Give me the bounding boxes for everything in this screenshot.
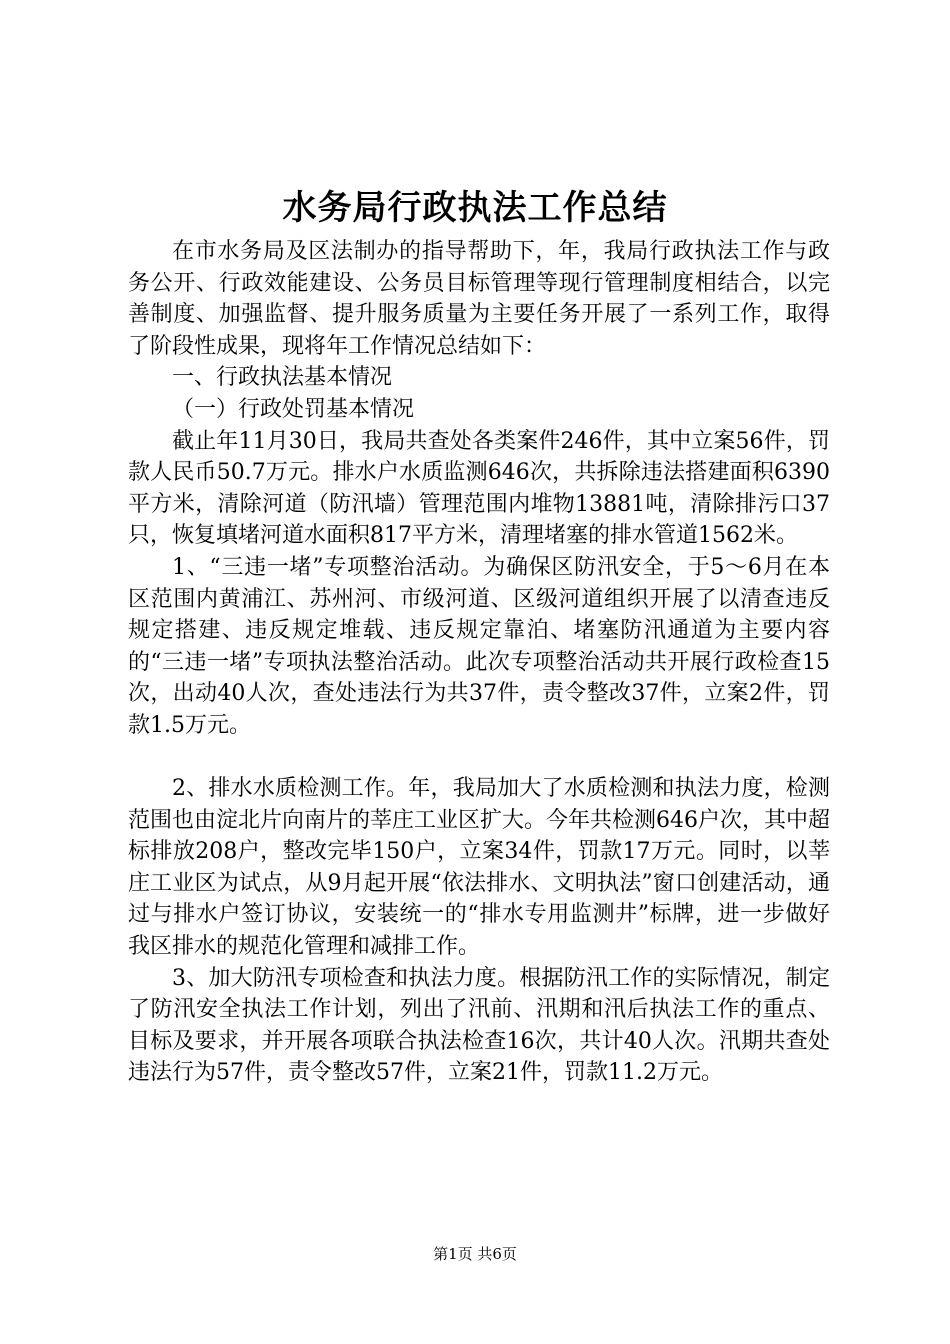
document-title: 水务局行政执法工作总结 xyxy=(282,188,668,228)
paragraph-item-1: 1、“三违一堵”专项整治活动。为确保区防汛安全，于5～6月在本区范围内黄浦江、苏州河、市级河道、区级河道组织开展了以清查违反规定搭建、违反规定堆载、违反规定靠泊、堵塞防汛通道为主要内容的“三违一堵”专项执法整治活动。此次专项整治活动共开展行政检查15次，出动40人次，查处违法行为共37件，责令整改37件，立案2件，罚款1.5万元。 xyxy=(128,554,830,738)
subsection-heading: （一）行政处罚基本情况 xyxy=(172,396,415,422)
page-number-footer: 第1页 共6页 xyxy=(433,1245,517,1263)
section-heading: 一、行政执法基本情况 xyxy=(172,365,393,391)
paragraph-intro: 在市水务局及区法制办的指导帮助下，年，我局行政执法工作与政务公开、行政效能建设、公务员目标管理等现行管理制度相结合，以完善制度、加强监督、提升服务质量为主要任务开展了一系列工作，取得了阶段性成果，现将年工作情况总结如下： xyxy=(128,239,830,359)
paragraph-summary: 截止年11月30日，我局共查处各类案件246件，其中立案56件，罚款人民币50.7万元。排水户水质监测646次，共拆除违法搭建面积6390平方米，清除河道（防汛墙）管理范围内堆物13881吨，清除排污口37只，恢复填堵河道水面积817平方米，清理堵塞的排水管道1562米。 xyxy=(128,428,830,549)
paragraph-item-3: 3、加大防汛专项检查和执法力度。根据防汛工作的实际情况，制定了防汛安全执法工作计划，列出了汛前、汛期和汛后执法工作的重点、目标及要求，并开展各项联合执法检查16次，共计40人次。汛期共查处违法行为57件，责令整改57件，立案21件，罚款11.2万元。 xyxy=(128,965,830,1086)
document-body xyxy=(128,236,830,1089)
paragraph-item-2: 2、排水水质检测工作。年，我局加大了水质检测和执法力度，检测范围也由淀北片向南片的莘庄工业区扩大。今年共检测646户次，其中超标排放208户，整改完毕150户，立案34件，罚款17万元。同时，以莘庄工业区为试点，从9月起开展“依法排水、文明执法”窗口创建活动，通过与排水户签订协议，安装统一的“排水专用监测井”标牌，进一步做好我区排水的规范化管理和减排工作。 xyxy=(128,776,830,960)
